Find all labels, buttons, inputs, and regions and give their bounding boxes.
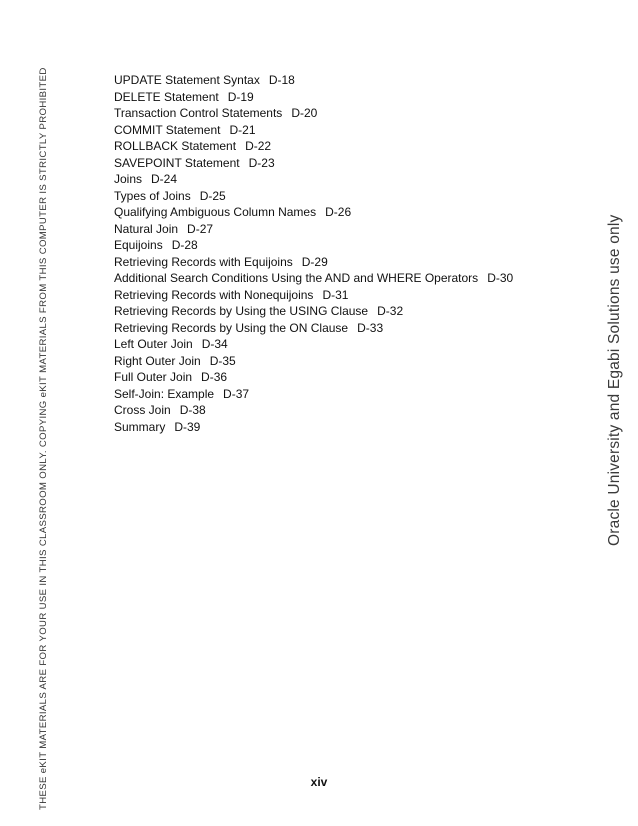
toc-entry-title: Full Outer Join bbox=[114, 370, 193, 384]
toc-entry-title: Transaction Control Statements bbox=[114, 106, 283, 120]
toc-entry-title: Qualifying Ambiguous Column Names bbox=[114, 205, 317, 219]
toc-entry-page: D-23 bbox=[248, 155, 275, 170]
toc-entry-title: Right Outer Join bbox=[114, 353, 201, 368]
toc-entry bbox=[114, 138, 513, 155]
toc-entry bbox=[114, 237, 513, 254]
toc-entry bbox=[114, 402, 513, 419]
toc-entry bbox=[114, 221, 513, 238]
toc-entry-page: D-37 bbox=[223, 386, 250, 401]
toc-entry bbox=[114, 105, 513, 122]
toc-entry-page: D-39 bbox=[174, 419, 201, 434]
toc-entry bbox=[114, 254, 513, 271]
toc-entry-page: D-34 bbox=[201, 337, 228, 351]
toc-entry bbox=[114, 419, 513, 436]
toc-entry-page: D-19 bbox=[227, 89, 254, 104]
toc-entry-page: D-29 bbox=[301, 254, 328, 269]
toc-entry-title: Equijoins bbox=[114, 238, 163, 252]
toc-entry bbox=[114, 287, 513, 304]
toc-entry-title: Additional Search Conditions Using the AND and WHERE Operators bbox=[114, 271, 479, 285]
toc-entry bbox=[114, 155, 513, 172]
toc-entry-page: D-31 bbox=[322, 287, 349, 302]
toc-entry-page: D-27 bbox=[187, 221, 214, 236]
toc-entry-page: D-38 bbox=[179, 403, 206, 417]
copyright-notice: THESE eKIT MATERIALS ARE FOR YOUR USE IN THIS CLASSROOM ONLY. COPYING eKIT MATERIALS FROM THIS COMPUTER IS STRICTLY PROHIBITED bbox=[38, 67, 49, 810]
toc-entry bbox=[114, 122, 513, 139]
toc-entry-title: Retrieving Records with Nonequijoins bbox=[114, 287, 314, 302]
page-number: xiv bbox=[310, 775, 328, 789]
toc-entry-title: Left Outer Join bbox=[114, 337, 193, 351]
toc-entry-title: COMMIT Statement bbox=[114, 122, 221, 137]
toc-entry-page: D-26 bbox=[325, 205, 352, 219]
toc-entry-title: Joins bbox=[114, 172, 143, 186]
toc-entry-page: D-24 bbox=[151, 172, 178, 186]
toc-entry-page: D-22 bbox=[245, 139, 272, 153]
toc-entry-title: ROLLBACK Statement bbox=[114, 139, 237, 153]
toc-entry-title: DELETE Statement bbox=[114, 89, 219, 104]
toc-entry-title: SAVEPOINT Statement bbox=[114, 155, 240, 170]
toc-entry-title: Summary bbox=[114, 419, 166, 434]
toc-entry bbox=[114, 320, 513, 337]
toc-entry-title: Cross Join bbox=[114, 403, 171, 417]
toc-entry bbox=[114, 336, 513, 353]
table-of-contents bbox=[114, 72, 513, 435]
toc-entry-title: Types of Joins bbox=[114, 188, 191, 203]
toc-entry bbox=[114, 353, 513, 370]
toc-entry-title: Retrieving Records by Using the USING Clause bbox=[114, 304, 369, 318]
toc-entry-page: D-21 bbox=[229, 122, 256, 137]
toc-entry-page: D-25 bbox=[199, 188, 226, 203]
toc-entry bbox=[114, 369, 513, 386]
watermark: Oracle University and Egabi Solutions use only bbox=[606, 214, 623, 546]
toc-entry-page: D-28 bbox=[171, 238, 198, 252]
toc-entry bbox=[114, 303, 513, 320]
toc-entry bbox=[114, 171, 513, 188]
toc-entry-title: Retrieving Records by Using the ON Clause bbox=[114, 320, 349, 335]
toc-entry-page: D-32 bbox=[377, 304, 404, 318]
toc-entry-page: D-18 bbox=[268, 73, 295, 87]
toc-entry bbox=[114, 204, 513, 221]
toc-entry-page: D-20 bbox=[291, 106, 318, 120]
toc-entry-title: Self-Join: Example bbox=[114, 386, 215, 401]
toc-entry-title: Natural Join bbox=[114, 221, 179, 236]
toc-entry-title: Retrieving Records with Equijoins bbox=[114, 254, 293, 269]
toc-entry-page: D-33 bbox=[357, 320, 384, 335]
toc-entry bbox=[114, 386, 513, 403]
toc-entry-page: D-35 bbox=[209, 353, 236, 368]
toc-entry-page: D-36 bbox=[201, 370, 228, 384]
toc-entry bbox=[114, 188, 513, 205]
toc-entry bbox=[114, 270, 513, 287]
toc-entry bbox=[114, 72, 513, 89]
toc-entry-page: D-30 bbox=[487, 271, 514, 285]
toc-entry bbox=[114, 89, 513, 106]
toc-entry-title: UPDATE Statement Syntax bbox=[114, 73, 260, 87]
